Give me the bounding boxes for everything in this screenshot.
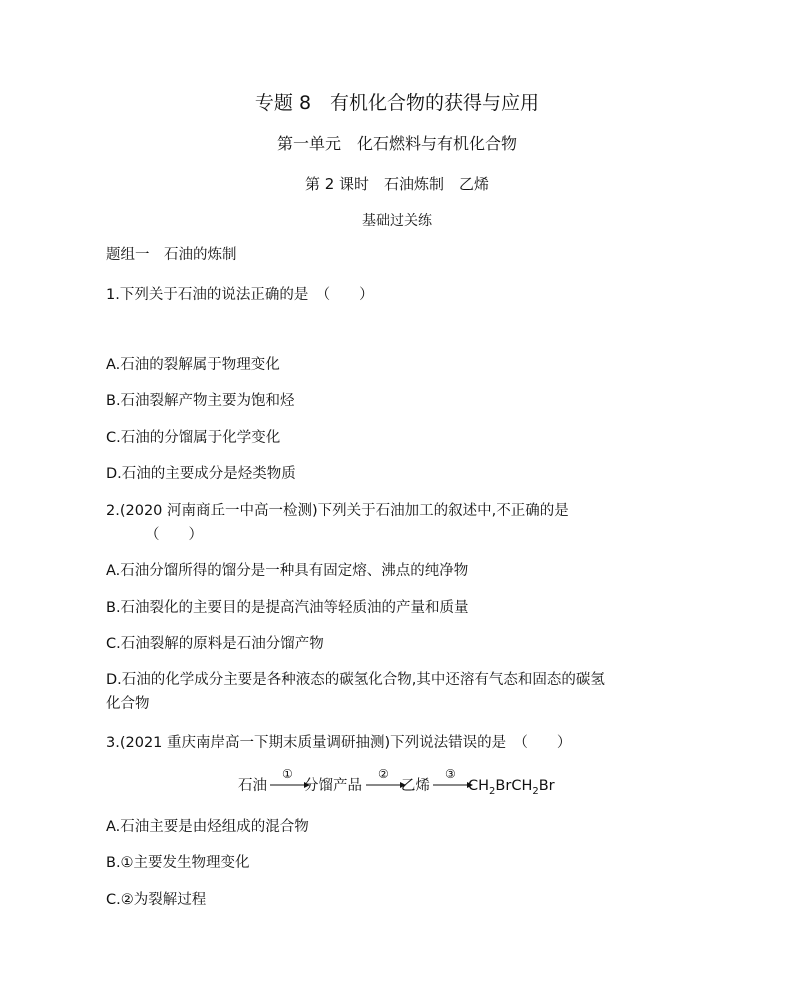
question-3-option-b: B.①主要发生物理变化 <box>106 855 250 871</box>
question-1-option-a: A.石油的裂解属于物理变化 <box>106 357 280 373</box>
question-3-stem: 3.(2021 重庆南岸高一下期末质量调研抽测)下列说法错误的是 （ ） <box>106 735 572 751</box>
flow-node-ethylene: 乙烯 <box>401 778 430 794</box>
question-2-option-a: A.石油分馏所得的馏分是一种具有固定熔、沸点的纯净物 <box>106 563 469 579</box>
flow-product-formula: $CH_2BrCH_2Br$ <box>468 778 555 797</box>
question-2-option-c: C.石油裂解的原料是石油分馏产物 <box>106 636 324 652</box>
question-2-option-b: B.石油裂化的主要目的是提高汽油等轻质油的产量和质量 <box>106 600 469 616</box>
question-1-option-b: B.石油裂解产物主要为饱和烃 <box>106 393 295 409</box>
flow-step-3: ③ <box>445 767 456 781</box>
flow-step-2: ② <box>378 767 389 781</box>
group-heading: 题组一 石油的炼制 <box>106 247 237 263</box>
question-2-option-d-continued: 化合物 <box>106 696 150 712</box>
flow-node-fraction: 分馏产品 <box>304 778 362 794</box>
question-2-option-d: D.石油的化学成分主要是各种液态的碳氢化合物,其中还溶有气态和固态的碳氢 <box>106 672 605 688</box>
question-2-answer-paren: （ ） <box>145 527 203 543</box>
question-1-stem: 1.下列关于石油的说法正确的是 （ ） <box>106 287 374 303</box>
section-title: 基础过关练 <box>362 213 432 229</box>
arrow-icon <box>433 780 473 790</box>
flow-node-petroleum: 石油 <box>238 778 267 794</box>
reaction-flow-diagram <box>238 767 578 800</box>
question-3-option-c: C.②为裂解过程 <box>106 892 207 908</box>
flow-step-1: ① <box>282 767 293 781</box>
arrow-icon <box>366 780 406 790</box>
page-title: 专题 8 有机化合物的获得与应用 <box>254 92 540 114</box>
question-1-option-c: C.石油的分馏属于化学变化 <box>106 430 281 446</box>
lesson-title: 第 2 课时 石油炼制 乙烯 <box>304 175 490 193</box>
question-3-option-a: A.石油主要是由烃组成的混合物 <box>106 819 309 835</box>
question-1-option-d: D.石油的主要成分是烃类物质 <box>106 466 296 482</box>
unit-title: 第一单元 化石燃料与有机化合物 <box>276 134 517 153</box>
question-2-stem: 2.(2020 河南商丘一中高一检测)下列关于石油加工的叙述中,不正确的是 <box>106 503 569 519</box>
